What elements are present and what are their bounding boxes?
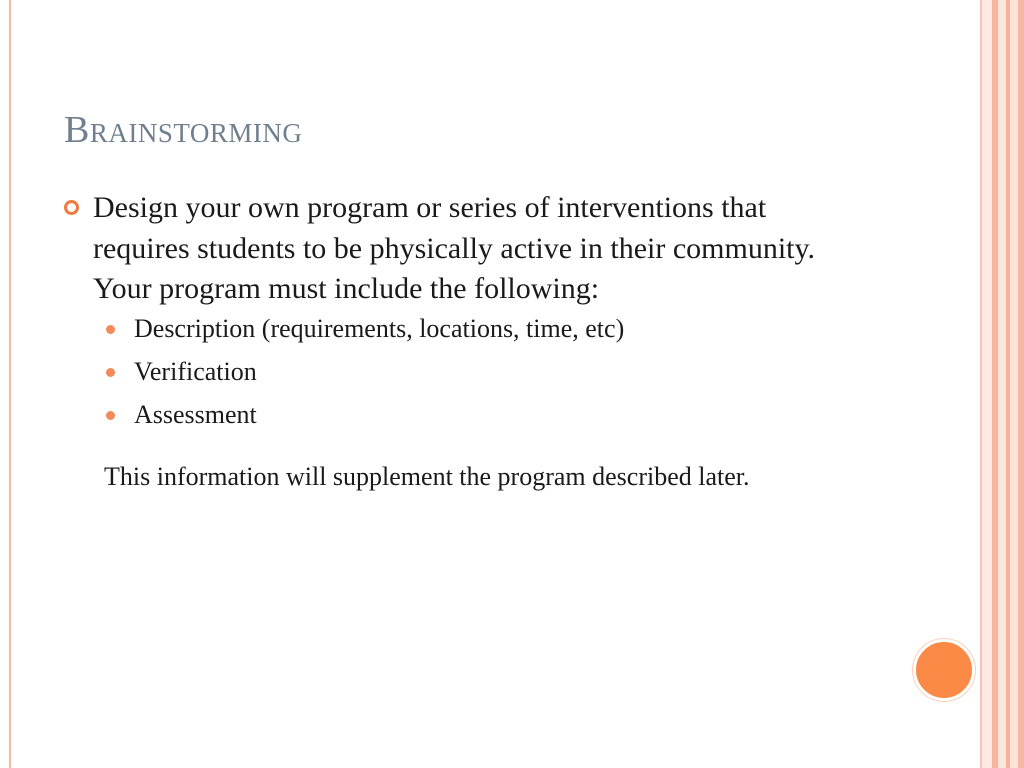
- dot-bullet-icon: [106, 368, 115, 377]
- band-stripe: [1018, 0, 1024, 768]
- sub-bullet-text: Assessment: [134, 399, 257, 429]
- main-bullet-item: [64, 188, 837, 310]
- sub-bullet-item: [64, 357, 824, 387]
- dot-bullet-icon: [106, 411, 115, 420]
- main-bullet-text: Design your own program or series of interventions that requires students to be physically active in their community. Your program must include the following:: [93, 191, 837, 305]
- decorative-circle: [913, 639, 975, 701]
- dot-bullet-icon: [106, 325, 115, 334]
- sub-bullet-item: [64, 314, 824, 344]
- note-text: This information will supplement the program described later.: [104, 461, 750, 491]
- sub-bullet-text: Verification: [134, 356, 257, 386]
- slide-body: [64, 188, 837, 494]
- right-decorative-band: [980, 0, 1024, 768]
- band-stripe: [998, 0, 1006, 768]
- band-stripe: [1010, 0, 1018, 768]
- slide-title: Brainstorming: [64, 109, 303, 151]
- sub-bullet-text: Description (requirements, locations, time, etc): [134, 313, 625, 343]
- left-frame-line: [9, 0, 11, 768]
- sub-bullet-list: [64, 314, 824, 430]
- sub-bullet-item: [64, 400, 824, 430]
- band-stripe: [982, 0, 992, 768]
- ring-bullet-icon: [64, 200, 79, 215]
